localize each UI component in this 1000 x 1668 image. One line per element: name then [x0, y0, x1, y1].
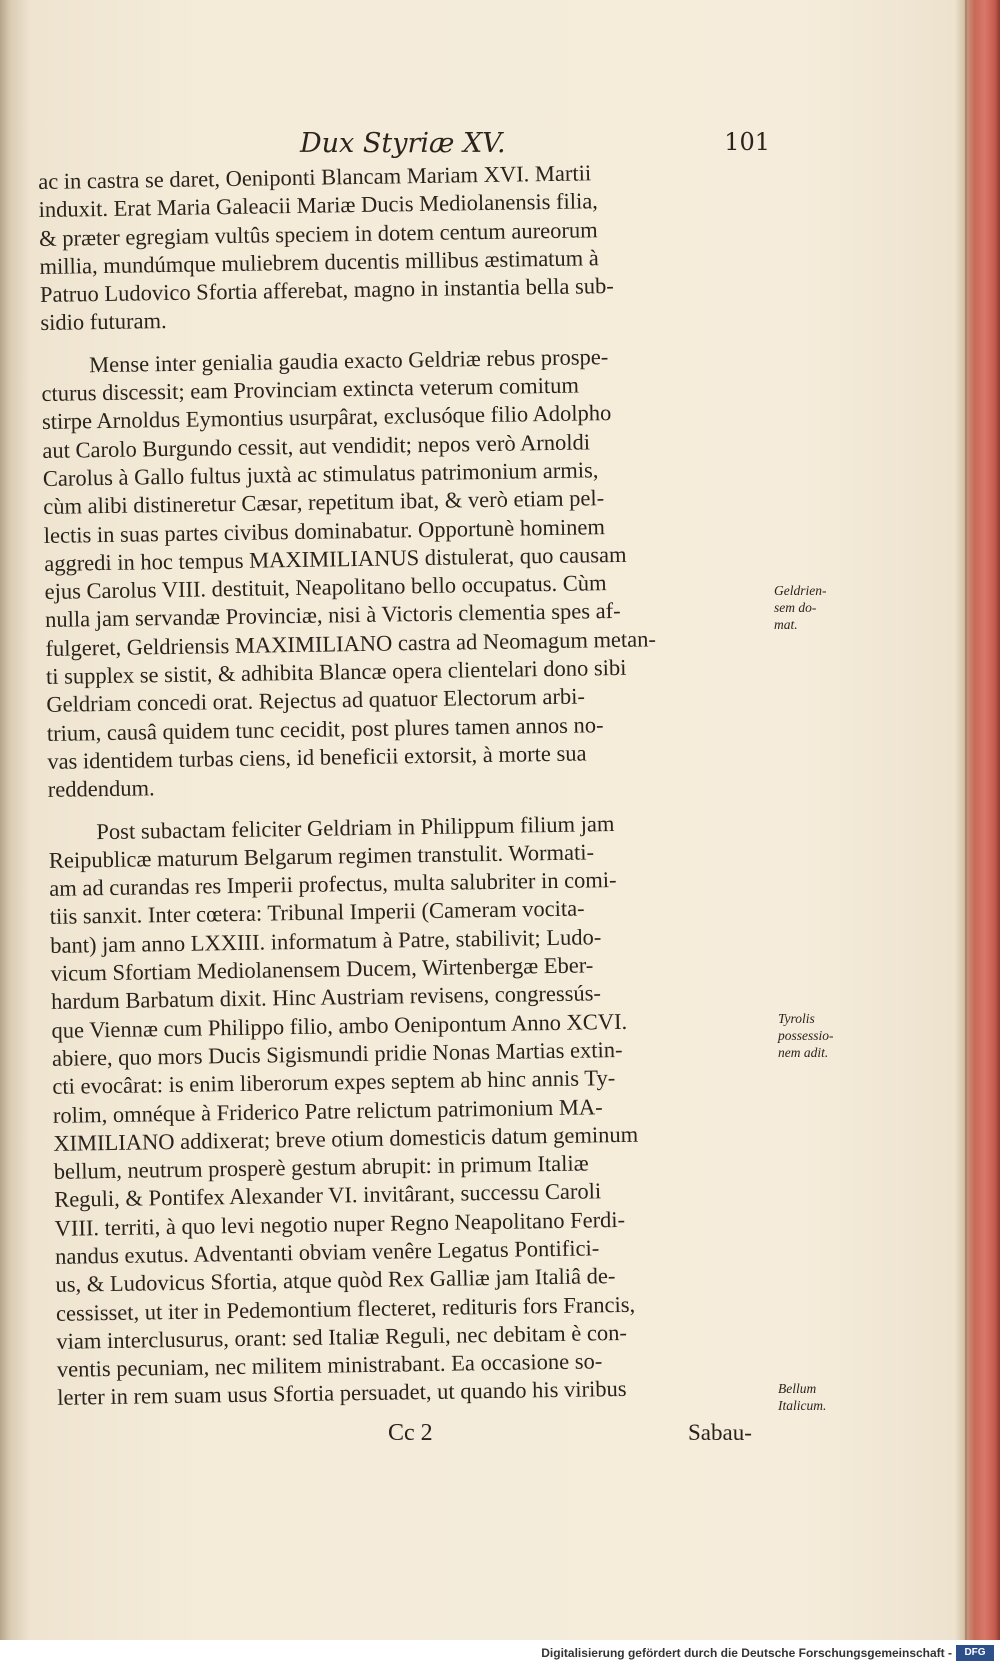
text-line: us, & Ludovicus Sfortia, atque quòd Rex Galliæ jam Italiâ de-	[55, 1263, 616, 1298]
text-line: vicum Sfortiam Mediolanensem Ducem, Wirtenbergæ Eber-	[50, 952, 594, 986]
text-line: viam interclusurus, orant: sed Italiæ Reguli, nec debitam è con-	[56, 1319, 628, 1354]
text-line: aut Carolo Burgundo cessit, aut vendidit; nepos verò Arnoldi	[42, 429, 591, 463]
text-line: cturus discessit; eam Provinciam extincta veterum comitum	[41, 372, 580, 407]
marginal-note-bellum	[778, 1380, 848, 1414]
text-line: & præter egregiam vultûs speciem in dotem centum aureorum	[38, 216, 598, 251]
text-line: rolim, omnéque à Friderico Patre relictum patrimonium MA-	[52, 1093, 603, 1128]
text-line: induxit. Erat Maria Galeacii Mariæ Ducis Mediolanensis filia,	[38, 188, 599, 223]
marginal-line: Geldrien-	[774, 583, 827, 598]
text-line: ventis pecuniam, nec militem ministrabant. Ea occasione so-	[56, 1348, 603, 1383]
text-line: aggredi in hoc tempus MAXIMILIANUS distulerat, quo causam	[44, 541, 627, 576]
text-line: millia, mundúmque muliebrem ducentis millibus æstimatum à	[39, 245, 600, 279]
text-line: fulgeret, Geldriensis MAXIMILIANO castra ad Neomagum metan-	[45, 626, 657, 661]
marginal-note-geldria	[774, 582, 844, 633]
marginal-line: possessio-	[778, 1028, 834, 1043]
signature-mark: Cc 2	[388, 1420, 433, 1446]
running-head-title: Dux Styriæ XV.	[300, 128, 506, 159]
text-line: nulla jam servandæ Provinciæ, nisi à Victoris clementia spes af-	[44, 598, 621, 633]
body-text	[38, 157, 787, 1413]
marginal-line: sem do-	[774, 600, 817, 615]
marginal-line: mat.	[774, 617, 798, 632]
text-line: trium, causâ quidem tunc cecidit, post plures tamen annos no-	[46, 711, 604, 746]
text-line: abiere, quo mors Ducis Sigismundi pridie Nonas Martias extin-	[51, 1036, 623, 1071]
text-line: tiis sanxit. Inter cœtera: Tribunal Imperii (Cameram vocita-	[49, 895, 585, 930]
credit-bar	[0, 1640, 1000, 1668]
text-line: Patruo Ludovico Sfortia afferebat, magno in instantia bella sub-	[39, 273, 614, 308]
marginal-line: nem adit.	[778, 1045, 829, 1060]
page-edge	[965, 0, 967, 1640]
dfg-logo: DFG	[956, 1645, 994, 1661]
text-line: vas identidem turbas ciens, id beneficii extorsit, à morte sua	[47, 740, 587, 774]
text-line: cùm alibi distineretur Cæsar, repetitum ibat, & verò etiam pel-	[43, 485, 605, 520]
text-line: lerter in rem suam usus Sfortia persuadet, ut quando his viribus	[57, 1376, 627, 1411]
credit-text: Digitalisierung gefördert durch die Deutsche Forschungsgemeinschaft -	[541, 1646, 952, 1660]
marginal-line: Tyrolis	[778, 1011, 815, 1026]
marginal-line: Bellum	[778, 1381, 817, 1396]
text-line: am ad curandas res Imperii profectus, multa salubriter in comi-	[49, 867, 617, 902]
text-line: Reguli, & Pontifex Alexander VI. invitârant, successu Caroli	[54, 1178, 602, 1213]
text-line: Geldriam concedi orat. Rejectus ad quatuor Electorum arbi-	[46, 683, 586, 718]
text-line: sidio futuram.	[40, 308, 167, 336]
text-line: lectis in suas partes civibus dominabatur. Opportunè hominem	[43, 513, 606, 548]
text-line: bellum, neutrum prosperè gestum abrupit: in primum Italiæ	[53, 1150, 589, 1184]
text-line: reddendum.	[47, 775, 155, 803]
text-line: bant) jam anno LXXIII. informatum à Patre, stabilivit; Ludo-	[50, 923, 602, 958]
text-line: Reipublicæ maturum Belgarum regimen transtulit. Wormati-	[48, 839, 595, 873]
text-line: ejus Carolus VIII. destituit, Neapolitano bello occupatus. Cùm	[44, 570, 607, 605]
text-line: nandus exutus. Adventanti obviam venêre Legatus Pontifici-	[54, 1235, 600, 1269]
text-line: Post subactam feliciter Geldriam in Philippum filium jam	[96, 810, 615, 844]
text-line: VIII. territi, à quo levi negotio nuper Regno Neapolitano Ferdi-	[54, 1206, 626, 1241]
page-footer	[0, 1420, 780, 1454]
text-line: hardum Barbatum dixit. Hinc Austriam revisens, congressús-	[50, 980, 602, 1015]
marginal-line: Italicum.	[778, 1398, 827, 1413]
text-line: Carolus à Gallo fultus juxtà ac stimulatus patrimonium armis,	[42, 457, 599, 491]
text-line: Mense inter genialia gaudia exacto Geldriæ rebus prospe-	[88, 343, 609, 378]
text-line: ac in castra se daret, Oeniponti Blancam Mariam XVI. Martii	[38, 160, 592, 194]
page-number: 101	[724, 128, 770, 156]
text-line: cti evocârat: is enim liberorum expes septem ab hinc annis Ty-	[52, 1065, 616, 1100]
text-line: cessisset, ut iter in Pedemontium flecteret, redituris fors Francis,	[55, 1291, 636, 1326]
catchword: Sabau-	[688, 1420, 752, 1445]
text-line: ti supplex se sistit, & adhibita Blancæ opera clientelari dono sibi	[45, 654, 627, 689]
text-line: stirpe Arnoldus Eymontius usurpârat, exclusóque filio Adolpho	[41, 400, 612, 435]
text-line: XIMILIANO addixerat; breve otium domesticis datum geminum	[53, 1121, 639, 1156]
marginal-note-tyrolis	[778, 1010, 848, 1061]
text-line: que Viennæ cum Philippo filio, ambo Oenipontum Anno XCVI.	[51, 1008, 628, 1043]
